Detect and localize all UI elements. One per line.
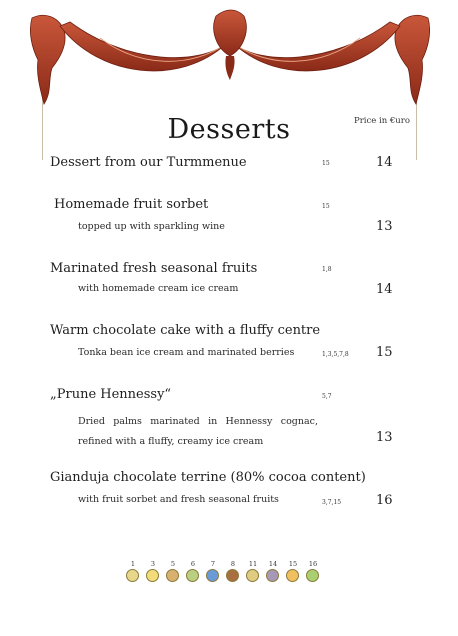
- allergen-number: 8: [230, 560, 236, 568]
- allergen-number: 11: [248, 560, 258, 568]
- allergen-legend-item: [243, 560, 263, 584]
- allergen-legend-item: [123, 560, 143, 584]
- item-price: 14: [376, 282, 393, 297]
- allergen-legend-item: [283, 560, 303, 584]
- cross-icon: [306, 569, 319, 582]
- soy-icon: [186, 569, 199, 582]
- allergen-number: 14: [268, 560, 278, 568]
- allergen-number: 1: [130, 560, 136, 568]
- peanut-icon: [166, 569, 179, 582]
- sesame-icon: [246, 569, 259, 582]
- allergen-legend-item: [143, 560, 163, 584]
- allergen-legend-item: [263, 560, 283, 584]
- allergen-legend: [123, 560, 333, 584]
- egg-icon: [146, 569, 159, 582]
- item-description: topped up with sparkling wine: [78, 221, 225, 232]
- item-name: „Prune Hennessy“: [50, 387, 172, 402]
- item-price: 14: [376, 155, 393, 170]
- milk-icon: [206, 569, 219, 582]
- curtain-drapery-illustration: [30, 8, 430, 113]
- menu-title: Desserts: [167, 114, 291, 146]
- allergen-number: 7: [210, 560, 216, 568]
- item-allergens: 15: [322, 203, 330, 210]
- allergen-number: 16: [308, 560, 318, 568]
- grain-icon: [126, 569, 139, 582]
- nut-icon: [226, 569, 239, 582]
- item-name: Marinated fresh seasonal fruits: [50, 261, 258, 276]
- allergen-legend-item: [183, 560, 203, 584]
- allergen-number: 5: [170, 560, 176, 568]
- allergen-legend-item: [163, 560, 183, 584]
- price-header: Price in €uro: [354, 116, 410, 126]
- item-description: Dried palms marinated in Hennessy cognac, refined with a fluffy, creamy ice cream: [78, 416, 318, 447]
- item-name: Homemade fruit sorbet: [54, 197, 209, 212]
- item-allergens: 3,7,15: [322, 499, 342, 506]
- mollusc-icon: [266, 569, 279, 582]
- allergen-number: 3: [150, 560, 156, 568]
- item-price: 15: [376, 345, 393, 360]
- allergen-legend-item: [303, 560, 323, 584]
- item-description: Tonka bean ice cream and marinated berries: [78, 347, 295, 358]
- item-price: 16: [376, 493, 393, 508]
- item-allergens: 5,7: [322, 393, 332, 400]
- item-description: with fruit sorbet and fresh seasonal fruits: [78, 494, 279, 505]
- item-name: Dessert from our Turmmenue: [50, 155, 247, 170]
- allergen-legend-item: [203, 560, 223, 584]
- item-price: 13: [376, 219, 393, 234]
- question-icon: [286, 569, 299, 582]
- item-allergens: 1,3,5,7,8: [322, 351, 349, 358]
- item-price: 13: [376, 430, 393, 445]
- item-description: with homemade cream ice cream: [78, 283, 239, 294]
- item-name: Gianduja chocolate terrine (80% cocoa content): [50, 470, 366, 485]
- item-name: Warm chocolate cake with a fluffy centre: [50, 323, 321, 338]
- allergen-number: 6: [190, 560, 196, 568]
- item-allergens: 1,8: [322, 266, 332, 273]
- allergen-legend-item: [223, 560, 243, 584]
- allergen-number: 15: [288, 560, 298, 568]
- item-allergens: 15: [322, 160, 330, 167]
